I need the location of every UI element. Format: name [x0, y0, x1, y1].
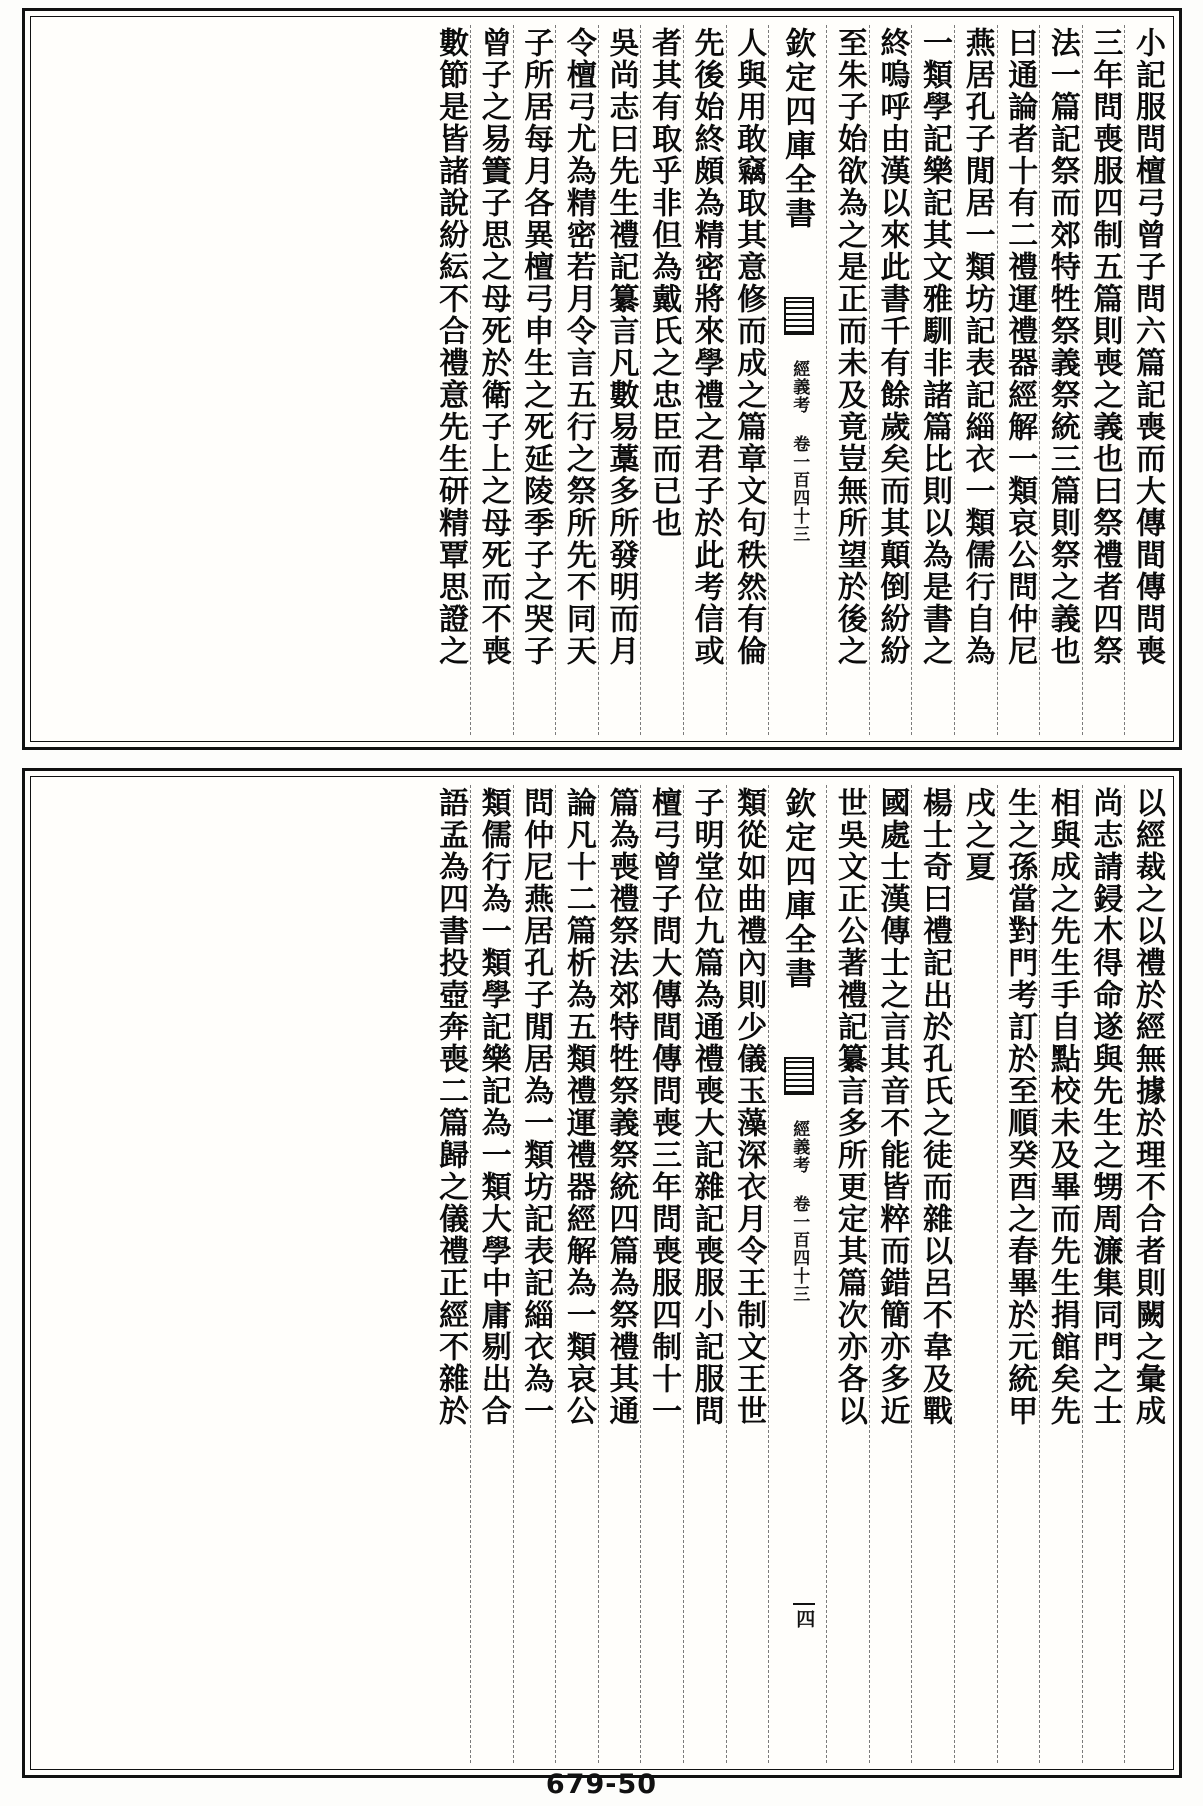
volume-label: 卷一百四十三: [789, 435, 810, 543]
text-column: 類儒行為一類學記樂記為一類大學中庸剔出合: [470, 785, 513, 1763]
text-column: 令檀弓尤為精密若月令言五行之祭所先不同天: [555, 25, 598, 735]
text-column: 尚志請鋟木得命遂與先生之甥周濂集同門之士: [1082, 785, 1125, 1763]
text-column: 問仲尼燕居孔子閒居為一類坊記表記緇衣為一: [513, 785, 556, 1763]
title-meta: [782, 991, 816, 1303]
text-column: 三年問喪服四制五篇則喪之義也曰祭禮者四祭: [1082, 25, 1125, 735]
text-column: 國處士漢傳士之言其音不能皆粹而錯簡亦多近: [869, 785, 912, 1763]
work-name: 經義考: [789, 360, 810, 414]
text-column: 法一篇記祭而郊特牲祭義祭統三篇則祭之義也: [1039, 25, 1082, 735]
page-leaf-bottom: [22, 768, 1182, 1778]
title-meta: [782, 231, 816, 543]
text-column: 曾子之易簀子思之母死於衛子上之母死而不喪: [470, 25, 513, 735]
text-column: 曰通論者十有二禮運禮器經解一類哀公問仲尼: [997, 25, 1040, 735]
text-column: 者其有取乎非但為戴氏之忠臣而已也: [640, 25, 683, 735]
text-column: 語孟為四書投壺奔喪二篇歸之儀禮正經不雜於: [433, 787, 469, 1427]
folio-number: 四: [793, 1603, 815, 1631]
text-column: 篇為喪禮祭法郊特牲祭義祭統四篇為祭禮其通: [598, 785, 641, 1763]
work-name: 經義考: [789, 1120, 810, 1174]
text-column: 數節是皆諸說紛紜不合禮意先生研精覃思證之: [433, 27, 469, 667]
text-column: 小記服問檀弓曾子問六篇記喪而大傳間傳問喪: [1124, 25, 1167, 735]
text-column: 檀弓曾子問大傳間傳問喪三年問喪服四制十一: [640, 785, 683, 1763]
text-column: 吳尚志曰先生禮記纂言凡數易藁多所發明而月: [598, 25, 641, 735]
text-column: 人與用敢竊取其意修而成之篇章文句秩然有倫: [726, 25, 769, 735]
text-column: 相與成之先生手自點校未及畢而先生捐館矣先: [1039, 785, 1082, 1763]
text-column: 世吳文正公著禮記纂言多所更定其篇次亦各以: [826, 785, 869, 1763]
title-block: [768, 25, 826, 735]
title-block: [768, 785, 826, 1763]
book-title: 欽定四庫全書: [779, 787, 816, 991]
volume-label: 卷一百四十三: [789, 1195, 810, 1303]
text-column: 戌之夏: [954, 785, 997, 1763]
folio-number-wrap: [791, 543, 818, 742]
text-column: 論凡十二篇析為五類禮運禮器經解為一類哀公: [555, 785, 598, 1763]
text-column: 子明堂位九篇為通禮喪大記雜記喪服小記服問: [683, 785, 726, 1763]
text-column: 至朱子始欲為之是正而未及竟豈無所望於後之: [826, 25, 869, 735]
page-number-footer: 679-50: [545, 1769, 658, 1800]
text-column: 終嗚呼由漢以來此書千有餘歲矣而其顛倒紛紛: [869, 25, 912, 735]
text-column: 生之孫當對門考訂於至順癸酉之春畢於元統甲: [997, 785, 1040, 1763]
book-title: 欽定四庫全書: [779, 27, 816, 231]
text-column: 一類學記樂記其文雅馴非諸篇比則以為是書之: [911, 25, 954, 735]
text-column: 類從如曲禮內則少儀玉藻深衣月令王制文王世: [726, 785, 769, 1763]
text-column: 燕居孔子閒居一類坊記表記緇衣一類儒行自為: [954, 25, 997, 735]
text-column: 以經裁之以禮於經無據於理不合者則闕之彙成: [1124, 785, 1167, 1763]
leaf-bottom-inner: [30, 776, 1174, 1770]
folio-number-wrap: [791, 1303, 818, 1631]
seal-icon: [784, 1057, 814, 1095]
page-leaf-top: [22, 8, 1182, 750]
seal-icon: [784, 297, 814, 335]
text-column: 子所居每月各異檀弓申生之死延陵季子之哭子: [513, 25, 556, 735]
leaf-top-inner: [30, 16, 1174, 742]
text-column: 先後始終頗為精密將來學禮之君子於此考信或: [683, 25, 726, 735]
text-column: 楊士奇曰禮記出於孔氏之徒而雜以呂不韋及戰: [911, 785, 954, 1763]
